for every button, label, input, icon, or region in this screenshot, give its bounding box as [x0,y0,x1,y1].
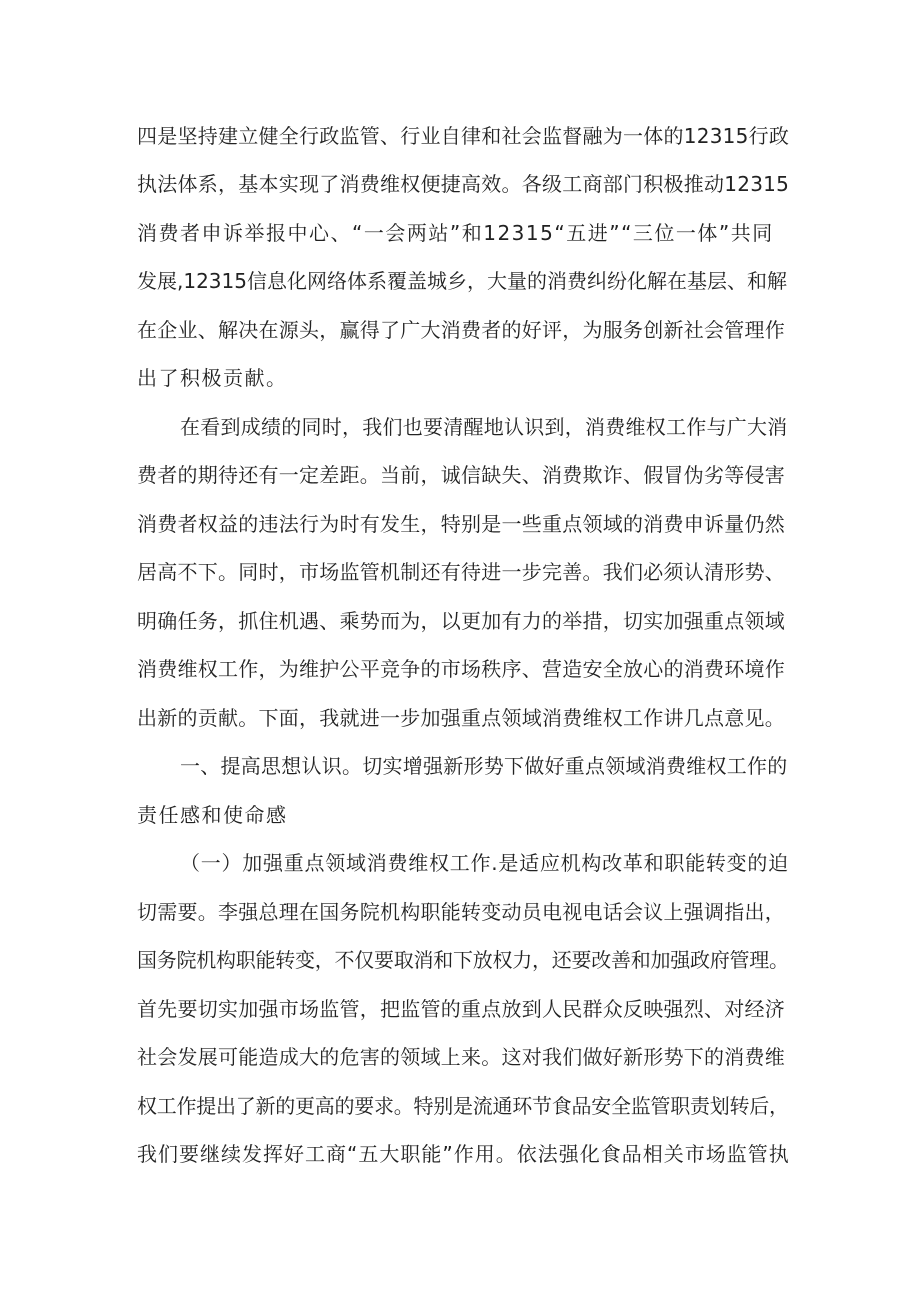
paragraph-4-line-2: 切需要。李强总理在国务院机构职能转变动员电视电话会议上强调指出， [137,900,785,924]
paragraph-1-line-4: 发展,12315信息化网络体系覆盖城乡，大量的消费纠纷化解在基层、和解 [137,269,787,293]
paragraph-2-line-4: 居高不下。同时，市场监管机制还有待进一步完善。我们必须认清形势、 [137,560,785,584]
paragraph-2-line-2: 费者的期待还有一定差距。当前，诚信缺失、消费欺诈、假冒伪劣等侵害 [137,463,785,487]
paragraph-4-line-7: 我们要继续发挥好工商“五大职能”作用。依法强化食品相关市场监管执 [137,1142,790,1166]
paragraph-1-line-1: 四是坚持建立健全行政监管、行业自律和社会监督融为一体的12315行政 [137,124,790,148]
paragraph-2-line-7: 出新的贡献。下面，我就进一步加强重点领域消费维权工作讲几点意见。 [137,706,785,730]
paragraph-2-line-3: 消费者权益的违法行为时有发生，特别是一些重点领域的消费申诉量仍然 [137,512,785,536]
paragraph-4-line-6: 权工作提出了新的更高的要求。特别是流通环节食品安全监管职责划转后， [137,1094,789,1118]
section-heading-line-1: 一、提高思想认识。切实增强新形势下做好重点领域消费维权工作的 [180,754,788,778]
paragraph-4-line-4: 首先要切实加强市场监管，把监管的重点放到人民群众反映强烈、对经济 [137,997,785,1021]
paragraph-4-line-5: 社会发展可能造成大的危害的领域上来。这对我们做好新形势下的消费维 [137,1045,785,1069]
paragraph-1-line-3: 消费者申诉举报中心、“一会两站”和12315“五进”“三位一体”共同 [137,221,774,245]
paragraph-1-line-6: 出了积极贡献。 [137,366,288,390]
paragraph-1-line-5: 在企业、解决在源头，赢得了广大消费者的好评，为服务创新社会管理作 [137,318,785,342]
paragraph-2-line-5: 明确任务，抓住机遇、乘势而为，以更加有力的举措，切实加强重点领域 [137,609,785,633]
paragraph-1-line-2: 执法体系，基本实现了消费维权便捷高效。各级工商部门积极推动12315 [137,172,790,196]
paragraph-2-line-1: 在看到成绩的同时，我们也要清醒地认识到，消费维权工作与广大消 [180,415,788,439]
paragraph-4-line-1: （一）加强重点领域消费维权工作.是适应机构改革和职能转变的迫 [180,851,789,875]
section-heading-line-2: 责任感和使命感 [137,803,288,827]
paragraph-2-line-6: 消费维权工作，为维护公平竞争的市场秩序、营造安全放心的消费环境作 [137,657,785,681]
paragraph-4-line-3: 国务院机构职能转变，不仅要取消和下放权力，还要改善和加强政府管理。 [137,948,789,972]
